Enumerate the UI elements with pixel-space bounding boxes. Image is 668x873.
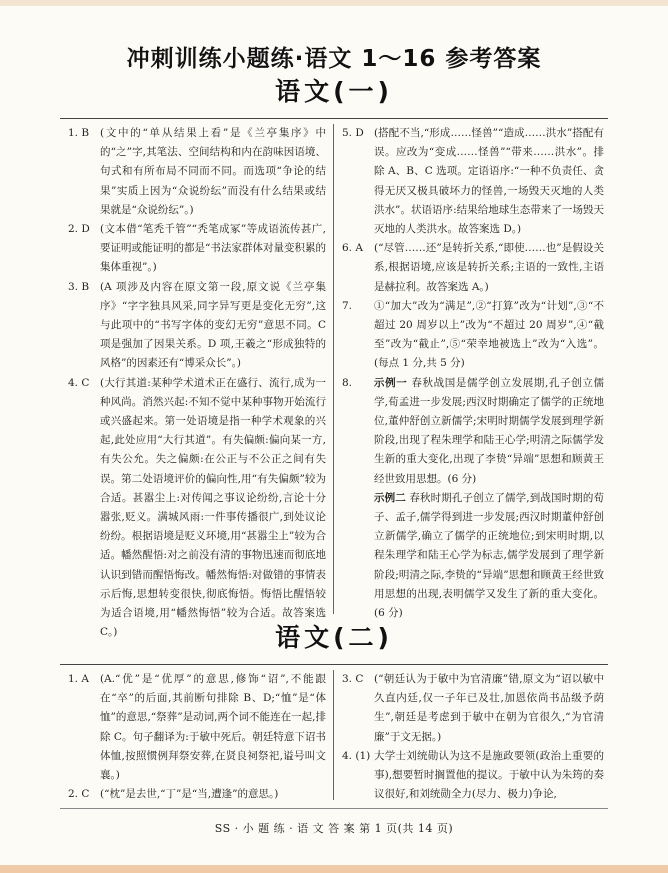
answer-text: (大行其道:某种学术道术正在盛行、流行,成为一种风尚。消然兴起:不知不觉中某种事物开始流行或兴盛起来。第一处语境是指一种学术观象的兴起,此处应用“大行其道”。有失偏颇:偏向某一方,有失公允。失之偏颇:在公正与不公正之间有失误。第二处语境评价的偏向性,用“有失偏颇”较为合适。甚嚣尘上:对传闻之事议论纷纷,言论十分嚣张,贬义。满城风雨:一件事传播很广,到处议论纷纷。根据语境是贬义环境,用“甚嚣尘上”较为合适。幡然醒悟:对之前没有清的事物迅速而彻底地认识到错而醒悟悔改。幡然悔悟:对做错的事情表示后悔,思想转变很快,彻底悔悟。悔悟比醒悟较为适合语境,用“幡然悔悟”较为合适。故答案选 C。): [100, 376, 326, 639]
answer-item: [342, 670, 604, 747]
answer-text: (A.“优”是“优厚”的意思,修饰“诏”,不能跟在“卒”的后面,其前断句排除 B、D;“恤”是“体恤”的意思,“祭葬”是动词,两个词不能连在一起,排除 C。句子翻译为:于敏中死后。朝廷特意下诏书体恤,按照惯例拜祭安葬,在贤良祠祭祀,谥号叫文襄。): [100, 673, 326, 782]
section-divider-1: [60, 118, 608, 119]
answer-text: (“朝廷认为于敏中为官清廉”错,原文为“诏以敏中久直内廷,仅一子年已及壮,加恩依尚书品级予荫生”,朝廷是考虑到于敏中在朝为官很久,“为官清廉”于文无据。): [374, 673, 604, 743]
answer-text: [374, 374, 604, 624]
answer-text: (文中的“单从结果上看”是《兰亭集序》中的“之”字,其笔法、空间结构和内在韵味因语境、句式和有所布局不同而不同。而选项“争论的结果”实质上因为“众说纷纭”而没有什么结果或结果就是“众说纷纭”。): [100, 127, 326, 216]
answer-number: 3. C: [342, 673, 364, 685]
page-bottom-band: [0, 865, 668, 873]
answer-text: ①“加大”改为“满足”,②“打算”改为“计划”,③“不超过 20 周岁以上”改为“不超过 20 周岁”,④“截至”改为“截止”,⑤“荣幸地被选上”改为“入选”。(每点 1 分,共 5 分): [374, 299, 604, 370]
answer-number: 4. C: [68, 376, 90, 389]
answer-item: [68, 785, 326, 804]
answer-item: [68, 374, 326, 643]
section1-left-column: [68, 124, 326, 642]
section2-right-column: [342, 670, 604, 804]
answer-text: (A 项涉及内容在原文第一段,原文说《兰亭集序》“字字独具风采,同字异写更是变化无穷”,这与此项中的“书写字体的变幻无穷”意思不同。C 项是强加了因果关系。D 项,王羲之“形成独特的风格”的因素还有“博采众长”。): [100, 280, 326, 370]
section2-left-column: [68, 670, 326, 804]
page-footer: SS · 小 题 练 · 语 文 答 案 第 1 页(共 14 页): [214, 822, 454, 835]
page-top-band: [0, 0, 668, 6]
section-divider-2: [60, 664, 608, 665]
answer-number: 1. A: [68, 673, 89, 685]
example-text: 春秋时期孔子创立了儒学,到战国时期的荀子、孟子,儒学得到进一步发展;西汉时期董仲舒创立新儒学,确立了儒学的正统地位;到宋明时期,以程朱理学和陆王心学为标志,儒学发展到了理学新阶段;明清之际,李贽的“异端”思想和顾黄王经世致用思想的出现,表明儒学又发生了新的重大变化。(6 分): [374, 491, 604, 620]
answer-item: [342, 239, 604, 297]
answer-text: (文本借“笔秃千管”“秃笔成冢”等成语流传甚广,要证明或能证明的都是“书法家群体对量变积累的集体重视”。): [100, 223, 326, 274]
answer-number: 6. A: [342, 242, 363, 255]
column-divider-2: [333, 670, 334, 800]
example-text: 春秋战国是儒学创立发展期,孔子创立儒学,荀孟进一步发展;西汉时期确定了儒学的正统地位,董仲舒创立新儒学;宋明时期儒学发展到理学新阶段,出现了程朱理学和陆王心学;明清之际儒学发生新的重大变化,出现了李贽“异端”思想和顾黄王经世致用思想。(6 分): [374, 376, 605, 485]
answer-number: 8.: [342, 376, 353, 389]
answer-number: 7.: [342, 299, 353, 312]
column-divider-1: [333, 124, 334, 614]
answer-item: [342, 124, 604, 239]
answer-item: [342, 374, 604, 624]
answer-text: (“枕”是去世,“丁”是“当,遭逢”的意思。): [100, 788, 279, 801]
example-lead: 示例一: [374, 376, 408, 389]
answer-text: (搭配不当,“形成……怪兽”“造成……洪水”搭配有误。应改为“变成……怪兽”“带来……洪水”。排除 A、B、C 选项。定语语序:“一种不负责任、贪得无厌又极具破坏力的怪兽,一场毁天灭地的人类洪水”。状语语序:结果给地球生态带来了一场毁天灭地的人类洪水。故答案选 D。): [374, 127, 604, 236]
section-heading-2: 语文(二): [275, 623, 393, 652]
answer-number: 2. C: [68, 788, 90, 801]
answer-item: [68, 278, 326, 374]
answer-number: 2. D: [68, 223, 90, 236]
answer-item: [342, 297, 604, 374]
footer-divider: [60, 808, 608, 809]
answer-number: 1. B: [68, 127, 90, 139]
answer-item: [342, 747, 604, 805]
section1-right-column: [342, 124, 604, 623]
answer-text: 大学士刘统勋认为这不是施政要领(政治上重要的事),想要暂时搁置他的提议。于敏中认为朱筠的奏议很好,和刘统勋全力(尽力、极力)争论,: [374, 749, 604, 801]
section-heading-1: 语文(一): [275, 77, 393, 106]
example-lead: 示例二: [374, 491, 406, 504]
answer-item: [68, 220, 326, 278]
page-title: 冲刺训练小题练·语文 1～16 参考答案: [126, 46, 542, 72]
answer-number: 3. B: [68, 280, 90, 293]
answer-number: 4. (1): [342, 749, 371, 762]
answer-number: 5. D: [342, 127, 364, 139]
answer-item: [68, 670, 326, 785]
answer-item: [68, 124, 326, 220]
answer-text: (“尽管……还”是转折关系,“即使……也”是假设关系,根据语境,应该是转折关系;主语的一致性,主语是赫拉利。故答案选 A。): [374, 242, 604, 293]
